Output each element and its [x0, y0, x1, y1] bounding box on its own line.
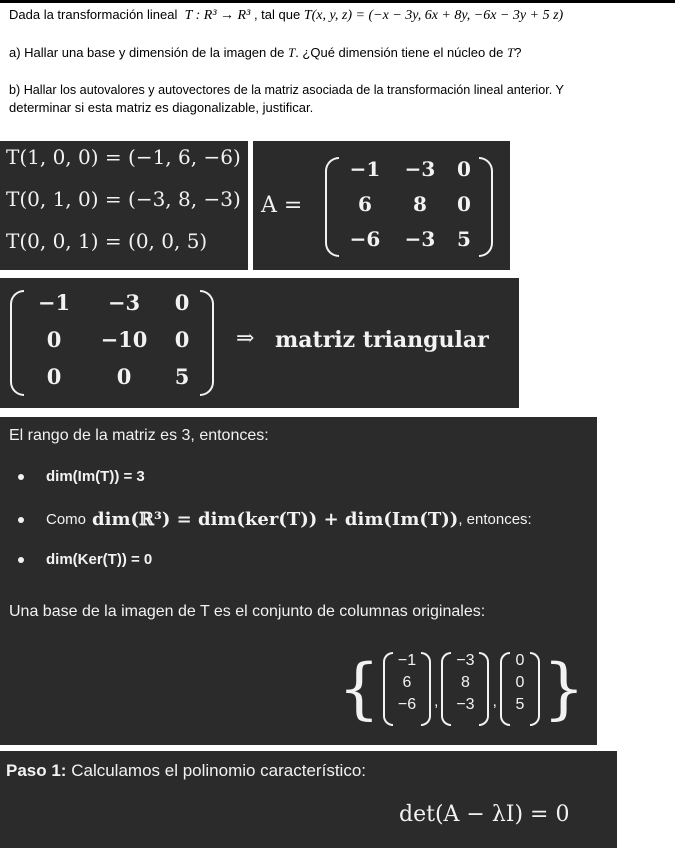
reduced-cell: 0	[46, 364, 62, 389]
part-a-suffix: . ¿Qué dimensión tiene el núcleo de	[295, 45, 504, 60]
part-a	[9, 44, 521, 61]
left-paren	[383, 652, 393, 726]
step-text: Calculamos el polinomio característico:	[66, 761, 366, 780]
part-b-line-2: determinar si esta matriz es diagonalizable, justificar.	[9, 100, 314, 115]
bullet-entonces: , entonces:	[458, 511, 532, 528]
matrix-a-cell: 0	[457, 157, 471, 181]
bullet-dim-im-text: dim(Im(T)) = 3	[46, 468, 145, 485]
reduced-cell: 0	[174, 290, 190, 315]
reduced-cell: −1	[37, 290, 71, 315]
top-rule	[0, 0, 675, 3]
matrix-a-cell: −3	[404, 227, 436, 251]
vector-entry: 0	[515, 674, 525, 691]
matrix-a-cell: −3	[404, 157, 436, 181]
triangular-caption: matriz triangular	[275, 327, 489, 353]
basis-vector-2	[441, 652, 489, 726]
basis-text: Una base de la imagen de T es el conjunto de columnas originales:	[9, 603, 486, 620]
rank-block	[0, 417, 597, 745]
left-brace: {	[338, 650, 380, 727]
reduced-cell: 0	[46, 327, 62, 352]
separator-comma: ,	[434, 693, 439, 710]
bullet-dim-ker	[18, 551, 152, 568]
left-paren	[10, 290, 24, 396]
map-notation: T : R³ → R³	[184, 8, 251, 23]
image-line-2: T(0, 1, 0) = (−3, 8, −3)	[6, 187, 241, 211]
right-brace: }	[542, 650, 585, 727]
left-paren	[441, 652, 451, 726]
intro-middle: , tal que	[253, 7, 301, 22]
right-paren	[479, 157, 493, 257]
reduced-matrix	[10, 290, 214, 396]
matrix-a-cell: −6	[349, 227, 381, 251]
matrix-a	[325, 157, 493, 257]
images-block	[0, 141, 248, 270]
bullet-dim-im	[18, 468, 145, 485]
problem-intro	[9, 6, 563, 24]
bullet-dot	[18, 557, 24, 563]
vector-entry: −3	[456, 696, 475, 713]
bullet-dim-ker-text: dim(Ker(T)) = 0	[46, 551, 153, 568]
image-line-1: T(1, 0, 0) = (−1, 6, −6)	[6, 145, 241, 169]
basis-set	[338, 647, 585, 731]
characteristic-polynomial-formula: det(A − λI) = 0	[399, 802, 570, 827]
left-paren	[500, 652, 510, 726]
right-paren	[421, 652, 431, 726]
vector-entry: −3	[456, 652, 475, 669]
reduced-cell: −3	[107, 290, 141, 315]
definition-formula: T(x, y, z) = (−x − 3y, 6x + 8y, −6x − 3y + 5 z)	[303, 8, 564, 23]
vector-entry: −1	[397, 652, 417, 669]
reduced-cell: 0	[174, 327, 190, 352]
left-paren	[325, 157, 339, 257]
intro-prefix: Dada la transformación lineal	[9, 7, 178, 22]
bullet-dot	[18, 517, 24, 523]
matrix-a-cell: 8	[413, 192, 427, 216]
matrix-a-cell: −1	[349, 157, 381, 181]
reduced-cell: −10	[100, 327, 148, 352]
part-a-symbol: T	[287, 45, 296, 60]
separator-comma: ,	[492, 693, 497, 710]
reduced-cell: 5	[174, 364, 190, 389]
vector-entry: −6	[397, 696, 417, 713]
step-block	[0, 751, 617, 848]
bullet-dimension-theorem	[18, 509, 532, 530]
right-paren	[200, 290, 214, 396]
right-paren	[479, 652, 489, 726]
part-a-end: ?	[514, 45, 522, 60]
basis-vector-1	[383, 652, 431, 726]
image-line-3: T(0, 0, 1) = (0, 0, 5)	[6, 229, 208, 253]
part-a-symbol-2: T	[506, 45, 515, 60]
matrix-a-cell: 6	[358, 192, 372, 216]
vector-entry: 8	[461, 674, 470, 691]
step-heading	[6, 761, 366, 781]
part-a-prefix: a) Hallar una base y dimensión de la imagen de	[9, 45, 285, 60]
rank-heading: El rango de la matriz es 3, entonces:	[9, 427, 269, 444]
reduced-cell: 0	[116, 364, 132, 389]
part-b-line-1: b) Hallar los autovalores y autovectores de la matriz asociada de la transformación lineal anterior. Y	[9, 83, 564, 97]
reduced-matrix-block	[0, 278, 519, 408]
step-label: Paso 1:	[6, 761, 67, 780]
vector-entry: 0	[515, 652, 525, 669]
matrix-a-cell: 0	[457, 192, 471, 216]
basis-vector-3	[500, 652, 540, 726]
bullet-como: Como	[46, 511, 87, 528]
dimension-theorem-formula: dim(ℝ³) = dim(ker(T)) + dim(Im(T))	[92, 509, 459, 530]
matrix-a-cell: 5	[457, 227, 471, 251]
matrix-a-block	[253, 141, 510, 270]
right-paren	[530, 652, 540, 726]
matrix-a-label: A =	[261, 193, 303, 218]
vector-entry: 5	[515, 696, 525, 713]
implies-arrow: ⇒	[236, 326, 255, 351]
vector-entry: 6	[402, 674, 412, 691]
bullet-dot	[18, 474, 24, 480]
